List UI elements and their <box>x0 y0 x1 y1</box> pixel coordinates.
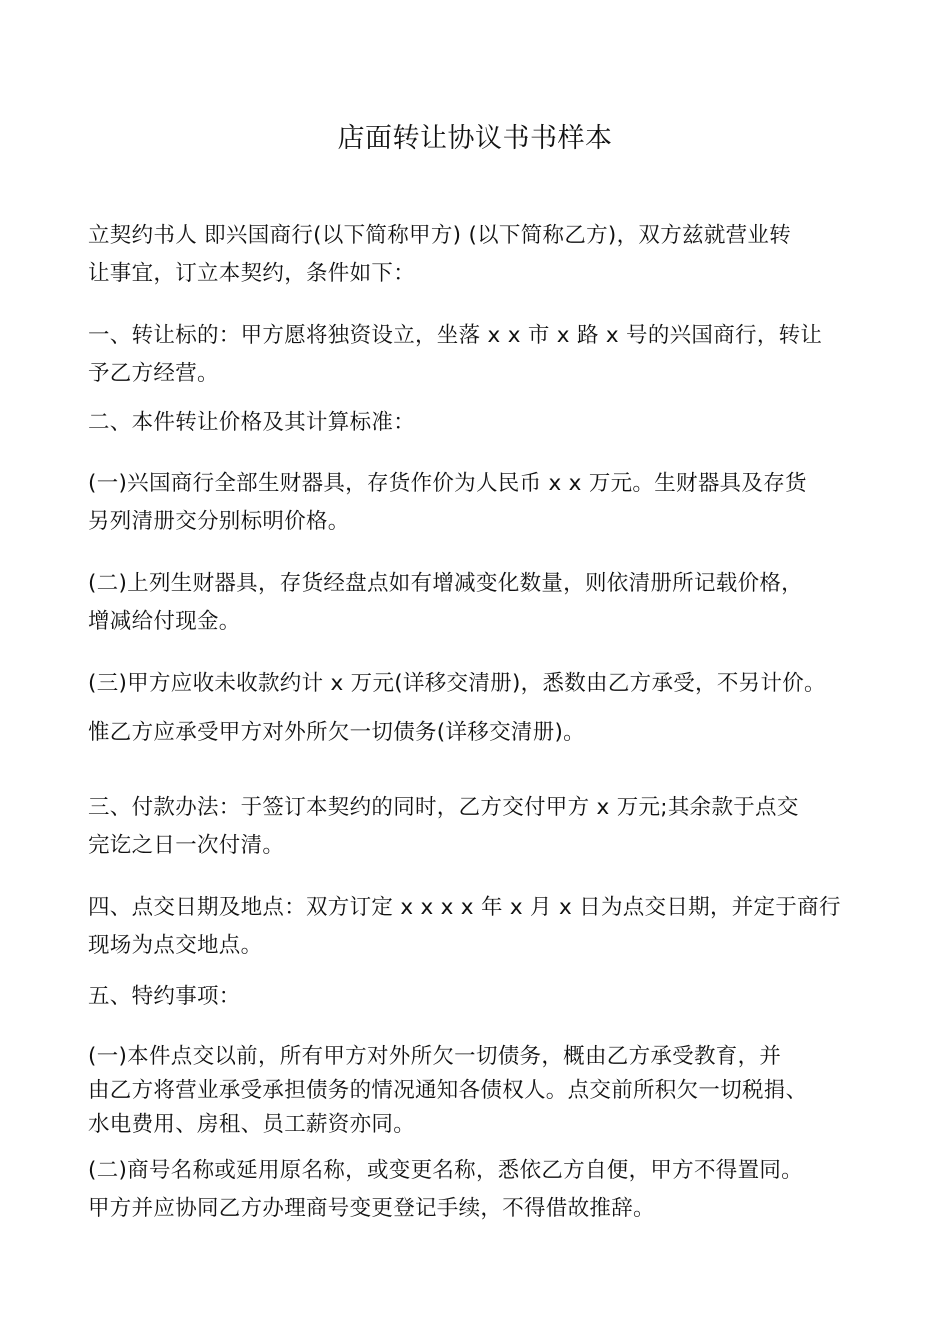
text-line: 立契约书人 即兴国商行(以下简称甲方) (以下简称乙方)，双方兹就营业转 <box>88 223 792 248</box>
text-line: (一)本件点交以前，所有甲方对外所欠一切债务，概由乙方承受教育，并 <box>88 1044 782 1069</box>
paragraph-clause-2-1 <box>88 465 888 541</box>
text-line: 甲方并应协同乙方办理商号变更登记手续，不得借故推辞。 <box>88 1196 655 1221</box>
text-line: (一)兴国商行全部生财器具，存货作价为人民币 x x 万元。生财器具及存货 <box>88 471 807 496</box>
paragraph-clause-1 <box>88 317 888 393</box>
text-line: 让事宜，订立本契约，条件如下： <box>88 261 416 286</box>
text-line: 五、特约事项： <box>88 984 241 1009</box>
text-line: 增减给付现金。 <box>88 609 241 634</box>
text-line: (二)商号名称或延用原名称，或变更名称，悉依乙方自便，甲方不得置同。 <box>88 1158 803 1183</box>
text-line: 现场为点交地点。 <box>88 933 263 958</box>
text-line: 予乙方经营。 <box>88 361 219 386</box>
text-line: 三、付款办法：于签订本契约的同时，乙方交付甲方 x 万元;其余款于点交 <box>88 795 799 820</box>
paragraph-clause-2 <box>88 404 888 442</box>
paragraph-clause-4 <box>88 889 888 965</box>
paragraph-clause-5 <box>88 978 888 1016</box>
text-line: 另列清册交分别标明价格。 <box>88 509 350 534</box>
paragraph-clause-2-3-cont <box>88 714 888 752</box>
paragraph-clause-5-2 <box>88 1152 888 1228</box>
text-line: 由乙方将营业承受承担债务的情况通知各债权人。点交前所积欠一切税捐、 <box>88 1078 808 1103</box>
paragraph-clause-3 <box>88 789 888 865</box>
text-line: (二)上列生财器具，存货经盘点如有增减变化数量，则依清册所记载价格， <box>88 571 803 596</box>
text-line: 完讫之日一次付清。 <box>88 833 285 858</box>
paragraph-intro <box>88 217 888 293</box>
paragraph-clause-2-3 <box>88 665 888 703</box>
text-line: 水电费用、房租、员工薪资亦同。 <box>88 1112 416 1137</box>
text-line: 一、转让标的：甲方愿将独资设立，坐落 x x 市 x 路 x 号的兴国商行，转让 <box>88 323 823 348</box>
text-line: 二、本件转让价格及其计算标准： <box>88 410 416 435</box>
text-line: 四、点交日期及地点：双方订定 x x x x 年 x 月 x 日为点交日期，并定于商行 <box>88 895 841 920</box>
paragraph-clause-5-1 <box>88 1040 888 1142</box>
text-line: (三)甲方应收未收款约计 x 万元(详移交清册)，悉数由乙方承受，不另计价。 <box>88 671 826 696</box>
paragraph-clause-2-2 <box>88 565 888 641</box>
text-line: 惟乙方应承受甲方对外所欠一切债务(详移交清册)。 <box>88 720 585 745</box>
document-title: 店面转让协议书书样本 <box>337 123 613 154</box>
